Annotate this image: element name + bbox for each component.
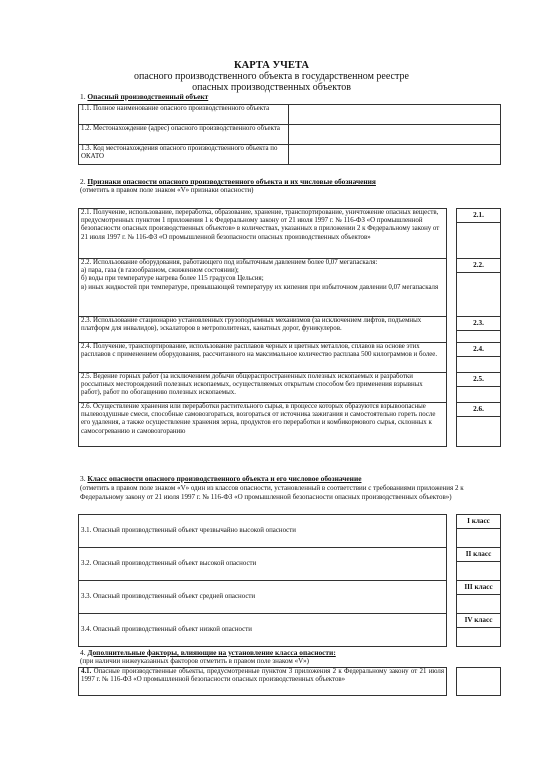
section2-number: 2. xyxy=(80,177,86,186)
section3-row4-text: 3.4. Опасный производственный объект низкой опасности xyxy=(79,614,447,647)
section4-note: (при наличии нижеуказанных факторов отметить в правом поле знаком «V») xyxy=(80,657,309,665)
section2-title: Признаки опасности опасного производственного объекта и их числовые обозначения xyxy=(87,177,376,186)
section3-row2-box[interactable] xyxy=(457,548,501,581)
section2-note: (отметить в правом поле знаком «V» признаки опасности) xyxy=(80,186,254,194)
section2-row4-box[interactable] xyxy=(457,343,501,373)
section2-table xyxy=(78,208,501,447)
section3-row1-text: 3.1. Опасный производственный объект чрезвычайно высокой опасности xyxy=(79,515,447,548)
section4-row1-number: 4.1. xyxy=(81,668,92,675)
section2-row3-text: 2.3. Использование стационарно установленных грузоподъемных механизмов (за исключением лифтов, подъемных платформ для инвалидов), эскалаторов в метрополитенах, канатных дорог, фуникулеров. xyxy=(79,317,447,343)
section3-title: Класс опасности опасного производственного объекта и его числовое обозначение xyxy=(87,474,362,483)
section4-table xyxy=(78,667,501,696)
table-row xyxy=(79,343,501,373)
section3-heading xyxy=(80,474,500,483)
section3-row4-class: IV класс xyxy=(457,614,500,628)
table-row xyxy=(79,317,501,343)
section2-row6-box[interactable] xyxy=(457,403,501,447)
section4-heading xyxy=(80,648,500,657)
table-row xyxy=(79,105,501,125)
table-row xyxy=(79,125,501,145)
section2-row6-code: 2.6. xyxy=(457,403,500,417)
section2-row2-code: 2.2. xyxy=(457,259,500,273)
table-row xyxy=(79,403,501,447)
section3-number: 3. xyxy=(80,474,86,483)
section2-row2-text: 2.2. Использование оборудования, работающего под избыточным давлением более 0,07 мегапаскаля: а) пара, газа (в газообразном, сжиженном состоянии); б) воды при температуре нагрева более 115 градусов Цельсия; в) иных жидкостей при температуре, превышающей температуру их кипения при избыточном давлении 0,07 мегапаскаля xyxy=(79,259,447,317)
document-subtitle-line1: опасного производственного объекта в государственном реестре xyxy=(134,71,409,82)
section4-title: Дополнительные факторы, влияющие на установление класса опасности: xyxy=(87,648,336,657)
section2-row3-code: 2.3. xyxy=(457,317,500,331)
section3-row3-box[interactable] xyxy=(457,581,501,614)
section4-row1-text: Опасные производственные объекты, предусмотренные пунктом 3 приложения 2 к Федеральному закону от 21 июля 1997 г. № 116-ФЗ «О промышленной безопасности опасных производственных объектов» xyxy=(81,668,444,684)
section1-row2-label: 1.2. Местонахождение (адрес) опасного производственного объекта xyxy=(79,125,289,145)
section2-row1-box[interactable] xyxy=(457,209,501,259)
section3-row3-text: 3.3. Опасный производственный объект средней опасности xyxy=(79,581,447,614)
section3-row3-class: III класс xyxy=(457,581,500,595)
section1-table xyxy=(78,104,501,165)
section1-number: 1. xyxy=(80,92,86,101)
table-row xyxy=(79,668,501,696)
document-subtitle-line2: опасных производственных объектов xyxy=(192,82,351,93)
section1-row3-value-field[interactable] xyxy=(289,145,501,165)
table-row xyxy=(79,259,501,317)
section1-heading xyxy=(80,92,500,101)
table-row xyxy=(79,209,501,259)
section1-row1-label: 1.1. Полное наименование опасного производственного объекта xyxy=(79,105,289,125)
section2-row2-box[interactable] xyxy=(457,259,501,317)
section3-row4-box[interactable] xyxy=(457,614,501,647)
section3-table xyxy=(78,514,501,647)
table-row xyxy=(79,515,501,548)
table-row xyxy=(79,614,501,647)
section2-row5-text: 2.5. Ведение горных работ (за исключением добычи общераспространенных полезных ископаемых и разработки россыпных месторождений полезных ископаемых, осуществляемых открытым способом без применения взрывных работ), работ по обогащению полезных ископаемых. xyxy=(79,373,447,403)
section2-row3-box[interactable] xyxy=(457,317,501,343)
document-title: КАРТА УЧЕТА xyxy=(234,60,309,71)
table-row xyxy=(79,145,501,165)
table-row xyxy=(79,373,501,403)
section2-row5-code: 2.5. xyxy=(457,373,500,387)
section2-row6-text: 2.6. Осуществление хранения или переработки растительного сырья, в процессе которых образуются взрывоопасные пылевоздушные смеси, способные самовозгораться, возгораться от источника зажигания и самостоятельно гореть после его удаления, а также осуществление хранения зерна, продуктов его переработки и комбикормового сырья, склонных к самосогреванию и самовозгоранию xyxy=(79,403,447,447)
section1-row1-value-field[interactable] xyxy=(289,105,501,125)
section2-heading xyxy=(80,177,500,186)
section3-row1-class: I класс xyxy=(457,515,500,529)
table-row xyxy=(79,548,501,581)
section4-row1-box[interactable] xyxy=(457,668,501,696)
section1-title: Опасный производственный объект xyxy=(87,92,209,101)
section4-number: 4. xyxy=(80,648,86,657)
section3-row2-class: II класс xyxy=(457,548,500,562)
section2-row4-code: 2.4. xyxy=(457,343,500,357)
section3-row1-box[interactable] xyxy=(457,515,501,548)
section4-row1-cell xyxy=(79,668,447,696)
section2-row1-text: 2.1. Получение, использование, переработка, образование, хранение, транспортирование, уничтожение опасных веществ, предусмотренных пунктом 1 приложения 1 к Федеральному закону от 21 июля 1997 г. № 116-ФЗ «О промышленной безопасности опасных производственных объектов» в количествах, указанных в приложении 2 к Федеральному закону от 21 июля 1997 г. № 116-ФЗ «О промышленной безопасности опасных производственных объектов» xyxy=(79,209,447,259)
section3-note: (отметить в правом поле знаком «V» один из классов опасности, установленный в соответствии с требованиями приложения 2 к Федеральному закону от 21 июля 1997 г. № 116-ФЗ «О промышленной безопасности опасных производственных объектов») xyxy=(80,484,464,501)
section3-row2-text: 3.2. Опасный производственный объект высокой опасности xyxy=(79,548,447,581)
section2-row5-box[interactable] xyxy=(457,373,501,403)
section2-row1-code: 2.1. xyxy=(457,209,500,223)
section1-row2-value-field[interactable] xyxy=(289,125,501,145)
table-row xyxy=(79,581,501,614)
section1-row3-label: 1.3. Код местонахождения опасного производственного объекта по ОКАТО xyxy=(79,145,289,165)
section2-row4-text: 2.4. Получение, транспортирование, использование расплавов черных и цветных металлов, сплавов на основе этих расплавов с применением оборудования, рассчитанного на максимальное количество расплава 500 килограммов и более. xyxy=(79,343,447,373)
